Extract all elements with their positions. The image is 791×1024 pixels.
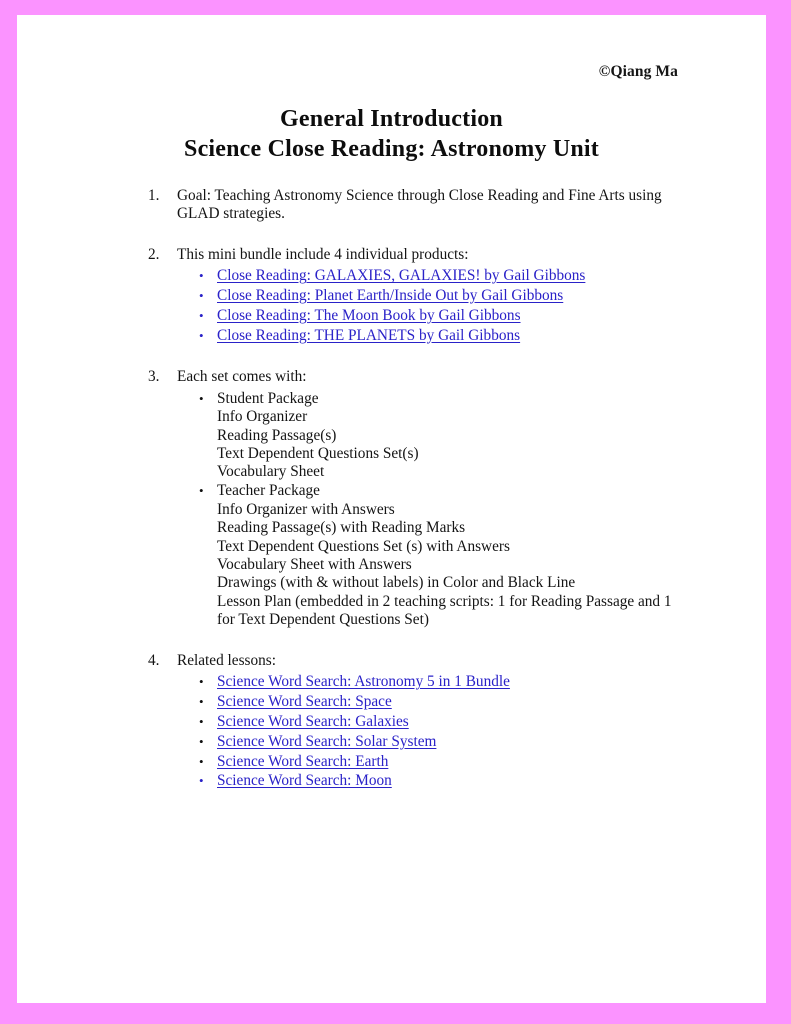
link-close-reading-the-planets[interactable]: Close Reading: THE PLANETS by Gail Gibbons	[217, 326, 521, 344]
item-text-each-set: Each set comes with:	[177, 368, 307, 386]
package-content: Text Dependent Questions Set(s)	[217, 444, 419, 462]
link-word-search-astronomy-bundle[interactable]: Science Word Search: Astronomy 5 in 1 Bundle	[217, 672, 510, 690]
link-word-search-galaxies[interactable]: Science Word Search: Galaxies	[217, 712, 409, 730]
bullet-icon: •	[199, 733, 204, 749]
link-word-search-moon[interactable]: Science Word Search: Moon	[217, 772, 392, 790]
list-item-student-package	[177, 390, 706, 482]
package-content: Vocabulary Sheet	[217, 463, 325, 481]
document-page	[17, 15, 766, 1003]
bullet-icon: •	[199, 713, 204, 729]
package-content: for Text Dependent Questions Set)	[217, 611, 429, 629]
item-number-2: 2.	[148, 245, 160, 263]
title-line-1: General Introduction	[280, 106, 503, 132]
package-content: Text Dependent Questions Set (s) with Answers	[217, 537, 510, 555]
package-content: Reading Passage(s)	[217, 426, 337, 444]
list-item-related-lessons	[145, 652, 706, 791]
list-item-teacher-package	[177, 482, 706, 629]
bullet-icon: •	[199, 288, 204, 304]
link-close-reading-galaxies[interactable]: Close Reading: GALAXIES, GALAXIES! by Gail Gibbons	[217, 267, 586, 285]
bullet-icon: •	[199, 390, 204, 406]
item-text-goal: Goal: Teaching Astronomy Science through Close Reading and Fine Arts using GLAD strategies.	[177, 187, 662, 223]
package-content: Vocabulary Sheet with Answers	[217, 555, 412, 573]
item-text-related-lessons: Related lessons:	[177, 651, 276, 669]
item-number-3: 3.	[148, 368, 160, 386]
bullet-icon: •	[199, 308, 204, 324]
document-title	[17, 104, 766, 164]
related-lesson-links	[177, 673, 706, 791]
list-item[interactable]	[177, 673, 706, 691]
bullet-icon: •	[199, 673, 204, 689]
link-close-reading-planet-earth[interactable]: Close Reading: Planet Earth/Inside Out by Gail Gibbons	[217, 287, 564, 305]
list-item[interactable]	[177, 693, 706, 711]
bullet-icon: •	[199, 693, 204, 709]
bullet-icon: •	[199, 483, 204, 499]
list-item-bundle	[145, 246, 706, 346]
bundle-product-links	[177, 267, 706, 345]
list-item-goal	[145, 187, 706, 224]
bullet-icon: •	[199, 773, 204, 789]
list-item[interactable]	[177, 772, 706, 790]
numbered-list	[145, 187, 706, 791]
bullet-icon: •	[199, 268, 204, 284]
link-word-search-solar-system[interactable]: Science Word Search: Solar System	[217, 732, 437, 750]
bullet-icon: •	[199, 327, 204, 343]
list-item-each-set	[145, 368, 706, 629]
link-close-reading-moon-book[interactable]: Close Reading: The Moon Book by Gail Gibbons	[217, 307, 521, 325]
item-text-bundle: This mini bundle include 4 individual products:	[177, 245, 469, 263]
link-word-search-space[interactable]: Science Word Search: Space	[217, 692, 392, 710]
list-item[interactable]	[177, 327, 706, 345]
package-content: Reading Passage(s) with Reading Marks	[217, 519, 466, 537]
item-number-4: 4.	[148, 651, 160, 669]
list-item[interactable]	[177, 713, 706, 731]
package-content: Lesson Plan (embedded in 2 teaching scripts: 1 for Reading Passage and 1	[217, 592, 672, 610]
package-name-teacher: Teacher Package	[217, 482, 320, 500]
package-content: Info Organizer with Answers	[217, 500, 395, 518]
list-item[interactable]	[177, 753, 706, 771]
package-content: Info Organizer	[217, 408, 308, 426]
bullet-icon: •	[199, 753, 204, 769]
list-item[interactable]	[177, 307, 706, 325]
list-item[interactable]	[177, 287, 706, 305]
copyright-notice: ©Qiang Ma	[598, 63, 678, 80]
list-item[interactable]	[177, 267, 706, 285]
title-line-2: Science Close Reading: Astronomy Unit	[184, 136, 599, 162]
package-list	[177, 390, 706, 630]
link-word-search-earth[interactable]: Science Word Search: Earth	[217, 752, 389, 770]
package-content: Drawings (with & without labels) in Color and Black Line	[217, 574, 576, 592]
item-number-1: 1.	[148, 187, 160, 204]
list-item[interactable]	[177, 733, 706, 751]
document-body	[145, 187, 706, 795]
package-name-student: Student Package	[217, 389, 319, 407]
